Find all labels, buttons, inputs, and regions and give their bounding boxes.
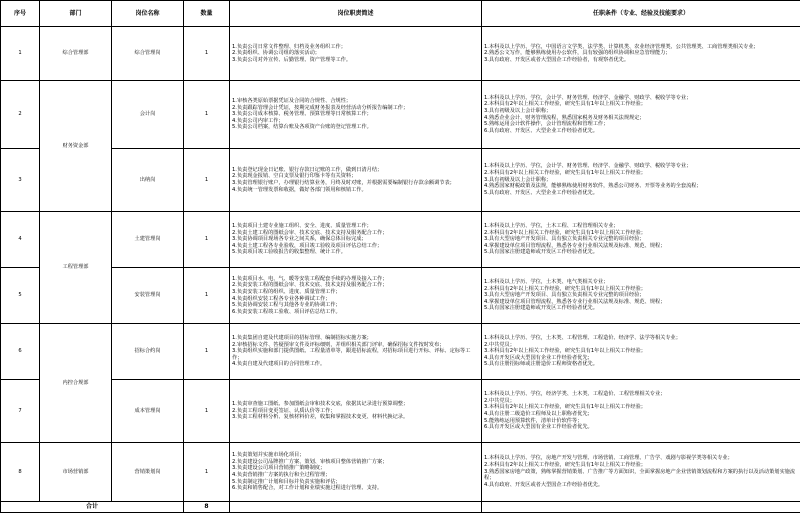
row-no: 7 [1, 380, 40, 443]
row-no: 3 [1, 149, 40, 212]
row-duty: 1.负责集团自建及代建项目的招标管理、编制招标实施方案； 2.审核招标文件、答疑预审文件及评标细则，并组织相关部门评审，确保招标文件按时发布； 3.负责组织实施和部门提供图纸、工程量清单等，跟进招标流程，对招标项目进行开标、评标、定标等工作； 4.负责自建及代建项目的合同管理工作。 [230, 324, 482, 380]
header-row [1, 1, 800, 27]
row-post: 安装管理岗 [112, 268, 184, 324]
row-duty: 1.负责审查施工图纸、参加图纸会审和技术交底，依据其记录进行预算调整； 2.负责工程项目变更签证、认质认价等工作； 3.负责工程材料分析、复核材料价差，收集和掌握技术变更、材料代换记录。 [230, 380, 482, 443]
table-row [1, 81, 800, 149]
row-req: 1.本科及以上学历、学位，土木工程、工程管理相关专业； 2.本科具有2年以上相关工作经验，研究生具有1年以上相关工作经验； 3.具有大型房地产开发项目、具有独立负责相关专业完整的项目经验； 4.掌握建设单位项目管理流程，熟悉各专业行业相关法规及标准、规范、规程； 5.具有国家注册建造师或开发区工作经验者优先。 [482, 212, 800, 268]
row-req: 1.本科及以上学历、学位，中国语言文学类、法学类、计算机类、农业经济管理类、公共管理类、工商管理类相关专业； 2.熟悉公文写作，能够熟练使用办公软件，具有较强的组织协调和应急管理能力； 3.具有政府、开发区或者大型国企工作经验者，有观察者优先。 [482, 27, 800, 81]
total-label: 合计 [1, 502, 184, 513]
row-req: 1.本科及以上学历、学位，会计学、财务管理、经济学、金融学、财政学、税收学等专业； 2.本科具有2年以上相关工作经验，研究生具有1年以上相关工作经验； 3.具有初级及以上会计职称； 4.熟悉国家财税政策及法规，能够熟练使用财务软件，熟悉公司财务、开票等业务的全套流程； 5.具有政府、开发区、大型企业工作经验者优先。 [482, 149, 800, 212]
row-dept: 财务资金部 [40, 81, 112, 212]
header-no: 序号 [1, 1, 40, 27]
row-post: 招标合约岗 [112, 324, 184, 380]
row-qty: 1 [184, 268, 230, 324]
row-no: 8 [1, 443, 40, 502]
row-req: 1.本科及以上学历、学位，房地产开发与管理、市场营销、工商管理、广告学、戏剧与影视学类等相关专业； 2.本科具有2年以上相关工作经验，研究生具有1年以上相关工作经验； 3.熟悉国家房地产政策，熟练掌握营销策划、广告推广等方面知识，全面掌握房地产企业营销策划流程和方案的执行以及活动策划实施流程； 4.具有政府、开发区或者大型国企工作经验者优先。 [482, 443, 800, 502]
row-no: 6 [1, 324, 40, 380]
row-dept: 内控合规部 [40, 324, 112, 443]
total-qty: 8 [184, 502, 230, 513]
row-req: 1.本科及以上学历、学位，经济学类、土木类、工程造价、工程管理相关专业； 2.中共党员； 3.本科具有2年以上相关工作经验，研究生具有1年以上相关工作经验； 4.具有注册二级造价工程师及以上职称者优先； 5.能熟练运用预算软件，清单计价软件等； 6.具有开发区或大型国有企业工作经验者优先。 [482, 380, 800, 443]
row-duty: 1.负责公司日常文件整理、归档及业务组织工作； 2.负责组织、协调公司组的落实活动； 3.负责公司对外宣传、后勤管理、资产管理等工作。 [230, 27, 482, 81]
row-post: 营销策划岗 [112, 443, 184, 502]
table-row [1, 149, 800, 212]
total-empty-duty [230, 502, 482, 513]
table-row [1, 27, 800, 81]
row-duty: 1.负责项目土建专业施工组织、安全、进度、质量管理工作； 2.负责土建工程的图纸会审、技术交底、技术支持及服务配合工作； 3.负责协调项目现场各专业之间关系，确保总体目标完成； 4.负责土建工程各专业验收，项目竣工验收及项目评估总结工作； 5.负责项目竣工验收报告的收集整理、统计工作。 [230, 212, 482, 268]
header-qty: 数量 [184, 1, 230, 27]
row-post: 综合管理岗 [112, 27, 184, 81]
row-duty: 1.审核各类原始票据凭证及合同的合规性、合规性； 2.负责跟踪管理会计凭证，按期完成财务报表及经营活动分析报告编制工作； 3.负责公司成本核算、税务管理、预算管理等日常核算工作； 4.负责公司内审工作； 5.负责公司档案，结算台账及各项资产台账的登记管理工作。 [230, 81, 482, 149]
table-row [1, 268, 800, 324]
row-no: 2 [1, 81, 40, 149]
row-qty: 1 [184, 149, 230, 212]
row-post: 成本管理岗 [112, 380, 184, 443]
row-qty: 1 [184, 81, 230, 149]
table-row [1, 380, 800, 443]
row-qty: 1 [184, 380, 230, 443]
header-dept: 部门 [40, 1, 112, 27]
row-qty: 1 [184, 324, 230, 380]
table-row [1, 324, 800, 380]
header-post: 岗位名称 [112, 1, 184, 27]
table-row [1, 212, 800, 268]
header-duty: 岗位职责简述 [230, 1, 482, 27]
row-duty: 1.负责项目水、电、气、暖等安装工程配套手续的办理及接入工作； 2.负责安装工程的图纸会审、技术交底、技术支持及服务配合工作； 3.负责安装工程的组织、进度、质量管理工作； 4.负责组织安装工程各专业各种调试工作； 5.负责协调安装工程与其他各专业的协调工作； 6.负责安装工程竣工验收、项目评估总结工作。 [230, 268, 482, 324]
row-req: 1.本科及以上学历、学位，会计学、财务管理、经济学、金融学、财政学、税收学等专业； 2.本科具有2年以上相关工作经验，研究生具有1年以上相关工作经验； 3.具有初级及以上会计职称； 4.熟悉企业会计、财务管理流程，熟悉国家税务及财务相关法规规定； 5.熟练运用会计软件操作，会计管理流程和管理工作； 6.具有政府、开发区、大型企业工作经验者优先。 [482, 81, 800, 149]
row-req: 1.本科及以上学历、学位，土木类、电气类相关专业； 2.本科具有2年以上相关工作经验，研究生具有1年以上相关工作经验； 3.具有大型房地产开发项目、具有独立负责相关专业完整的项目经验； 4.掌握建设单位项目管理流程，熟悉各专业行业相关法规及标准、规范、规程； 5.具有国家注册建造师或开发区工作经验者优先。 [482, 268, 800, 324]
row-post: 出纳岗 [112, 149, 184, 212]
row-qty: 1 [184, 443, 230, 502]
row-post: 会计岗 [112, 81, 184, 149]
row-dept: 工程管理部 [40, 212, 112, 324]
row-qty: 1 [184, 27, 230, 81]
header-req: 任职条件（专业、经验及技能要求） [482, 1, 800, 27]
row-dept: 综合管理部 [40, 27, 112, 81]
row-no: 4 [1, 212, 40, 268]
row-no: 1 [1, 27, 40, 81]
row-req: 1.本科及以上学历、学位，土木类、工程管理、工程造价、经济学、法学等相关专业； 2.中共党员； 3.本科具有2年以上相关工作经验，研究生具有1年以上相关工作经验； 4.具有开发区或大型国有企业工作经验者优先； 5.具有注册招标师或注册造价工程师资格者优先。 [482, 324, 800, 380]
row-qty: 1 [184, 212, 230, 268]
row-duty: 1.负责策划并实施市场化项目； 2.负责建设公司品牌推广方案、策划、审核项目整体营销推广方案； 3.负责建设公司项目营销推广策略制度； 4.负责营销推广方案的执行和全过程管理； 5.负责制定推广计划和目标并负责实施和评估； 6.负责和销售配合，对工作计划和业绩实施过程进行管理、支持。 [230, 443, 482, 502]
row-post: 土建管理岗 [112, 212, 184, 268]
total-row [1, 502, 800, 513]
row-no: 5 [1, 268, 40, 324]
row-dept: 市场营销部 [40, 443, 112, 502]
row-duty: 1.负责登记现金日记账、银行存款日记账的工作，做到日清月结； 2.负责现金报销、空白支票及银行印鉴卡等有关资料； 3.负责管理银行账户，办理银行结算业务，月终及时对账，并根据需要编制银行存款余额调节表； 4.负责统一管理发票和收据，做好各部门领用和核销工作。 [230, 149, 482, 212]
total-empty-req [482, 502, 800, 513]
